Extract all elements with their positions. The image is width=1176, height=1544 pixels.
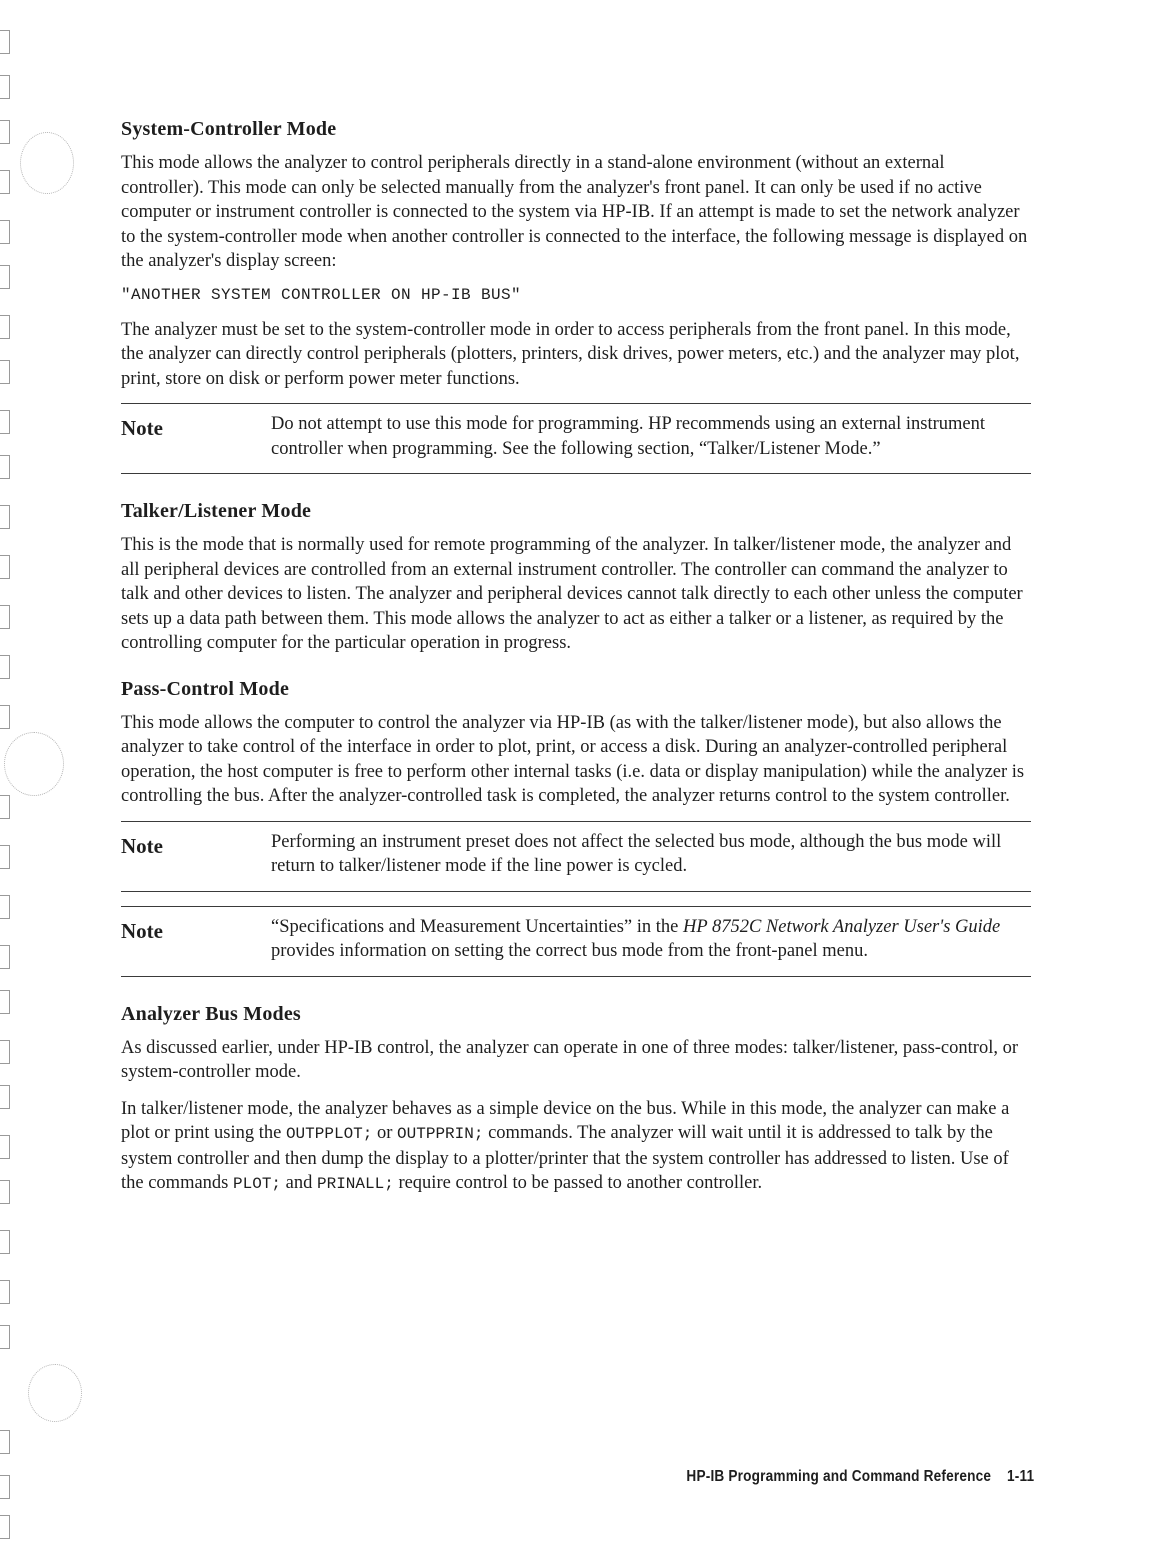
- edge-mark: [0, 505, 10, 529]
- command-plot: PLOT;: [233, 1175, 282, 1193]
- edge-mark: [0, 1515, 10, 1539]
- edge-mark: [0, 655, 10, 679]
- edge-mark: [0, 1230, 10, 1254]
- edge-mark: [0, 1180, 10, 1204]
- section-heading: Analyzer Bus Modes: [121, 1002, 301, 1025]
- page-content: [121, 118, 1031, 1219]
- section-heading: System-Controller Mode: [121, 118, 337, 140]
- text-run: In talker/listener mode, the analyzer behaves as a simple device on the bus. While in this mode, the analyzer can make a plot or print using the: [121, 1098, 1010, 1143]
- edge-mark: [0, 1430, 10, 1454]
- edge-mark: [0, 220, 10, 244]
- binder-hole-middle: [4, 732, 64, 796]
- edge-mark: [0, 30, 10, 54]
- edge-mark: [0, 845, 10, 869]
- edge-mark: [0, 705, 10, 729]
- edge-mark: [0, 315, 10, 339]
- edge-mark: [0, 410, 10, 434]
- edge-mark: [0, 795, 10, 819]
- text-run: and: [281, 1173, 317, 1193]
- edge-mark: [0, 605, 10, 629]
- paragraph: As discussed earlier, under HP-IB control, the analyzer can operate in one of three modes: talker/listener, pass-control, or system-controller mode.: [121, 1037, 1018, 1082]
- edge-mark: [0, 1325, 10, 1349]
- binder-hole-top: [20, 132, 74, 194]
- section-system-controller: [121, 118, 1031, 474]
- edge-mark: [0, 945, 10, 969]
- display-message: "ANOTHER SYSTEM CONTROLLER ON HP-IB BUS": [121, 285, 522, 304]
- text-run: commands. The analyzer will wait until it is addressed to talk by the system controller and then dump the display to a plotter/printer that the system controller has addressed to listen. Use of the commands: [121, 1123, 1009, 1193]
- command-outpprin: OUTPPRIN;: [397, 1125, 484, 1143]
- paragraph: This is the mode that is normally used for remote programming of the analyzer. In talker/listener mode, the analyzer and all peripheral devices are controlled from an external instrument controller. The controller can command the analyzer to talk and other devices to listen. The analyzer and peripheral devices cannot talk directly to each other unless the computer sets up a data path between them. This mode allows the analyzer to act as either a talker or a listener, as required by the controlling computer for the particular operation in progress.: [121, 535, 1023, 653]
- edge-mark: [0, 1085, 10, 1109]
- page-footer: [686, 1468, 1034, 1486]
- section-talker-listener: [121, 500, 1031, 656]
- edge-mark: [0, 75, 10, 99]
- note-box: [121, 821, 1031, 892]
- command-outpplot: OUTPPLOT;: [285, 1125, 373, 1143]
- edge-mark: [0, 1475, 10, 1499]
- section-pass-control: [121, 678, 1031, 977]
- edge-mark: [0, 1280, 10, 1304]
- section-heading: Talker/Listener Mode: [121, 500, 312, 522]
- paragraph: This mode allows the computer to control the analyzer via HP-IB (as with the talker/listener mode), but also allows the analyzer to take control of the interface in order to plot, print, or access a disk. During an analyzer-controlled peripheral operation, the host computer is free to perform other internal tasks (i.e. data or display manipulation) while the analyzer is controlling the bus. After the analyzer-controlled task is completed, the analyzer returns control to the system controller.: [121, 712, 1025, 806]
- edge-mark: [0, 265, 10, 289]
- section-bus-modes: [121, 1003, 1031, 1197]
- note-label: Note: [121, 416, 163, 440]
- edge-mark: [0, 895, 10, 919]
- note-text: Do not attempt to use this mode for programming. HP recommends using an external instrument controller when programming. See the following section, “Talker/Listener Mode.”: [271, 414, 986, 459]
- note-text-part: “Specifications and Measurement Uncertainties” in the: [271, 916, 683, 937]
- text-run: require control to be passed to another controller.: [393, 1173, 763, 1193]
- edge-mark: [0, 555, 10, 579]
- section-heading: Pass-Control Mode: [121, 677, 290, 700]
- edge-mark: [0, 120, 10, 144]
- edge-mark: [0, 170, 10, 194]
- manual-title: HP 8752C Network Analyzer User's Guide: [683, 916, 1001, 937]
- paragraph: [121, 1097, 1031, 1197]
- footer-title: HP-IB Programming and Command Reference: [686, 1468, 991, 1485]
- paragraph: The analyzer must be set to the system-controller mode in order to access peripherals from the front panel. In this mode, the analyzer can directly control peripherals (plotters, printers, disk drives, power meters, etc.) and the analyzer may plot, print, store on disk or perform power meter functions.: [121, 319, 1020, 389]
- edge-mark: [0, 990, 10, 1014]
- note-text: [271, 915, 1031, 964]
- binder-hole-bottom: [28, 1364, 82, 1422]
- edge-mark: [0, 360, 10, 384]
- command-prinall: PRINALL;: [317, 1175, 394, 1193]
- page-number: 1-11: [1006, 1468, 1034, 1485]
- note-text: Performing an instrument preset does not affect the selected bus mode, although the bus mode will return to talker/listener mode if the line power is cycled.: [271, 831, 1002, 876]
- note-text-part: provides information on setting the correct bus mode from the front-panel menu.: [271, 941, 868, 961]
- edge-mark: [0, 455, 10, 479]
- note-box: [121, 906, 1031, 977]
- text-run: or: [372, 1123, 398, 1143]
- paragraph: This mode allows the analyzer to control peripherals directly in a stand-alone environment (without an external controller). This mode can only be selected manually from the analyzer's front panel. It can only be used if no active computer or instrument controller is connected to the system via HP-IB. If an attempt is made to set the network analyzer to the system-controller mode when another controller is connected to the interface, the following message is displayed on the analyzer's display screen:: [121, 153, 1028, 271]
- edge-mark: [0, 1135, 10, 1159]
- note-label: Note: [121, 833, 163, 858]
- note-label: Note: [121, 918, 163, 943]
- note-box: [121, 403, 1031, 474]
- edge-mark: [0, 1040, 10, 1064]
